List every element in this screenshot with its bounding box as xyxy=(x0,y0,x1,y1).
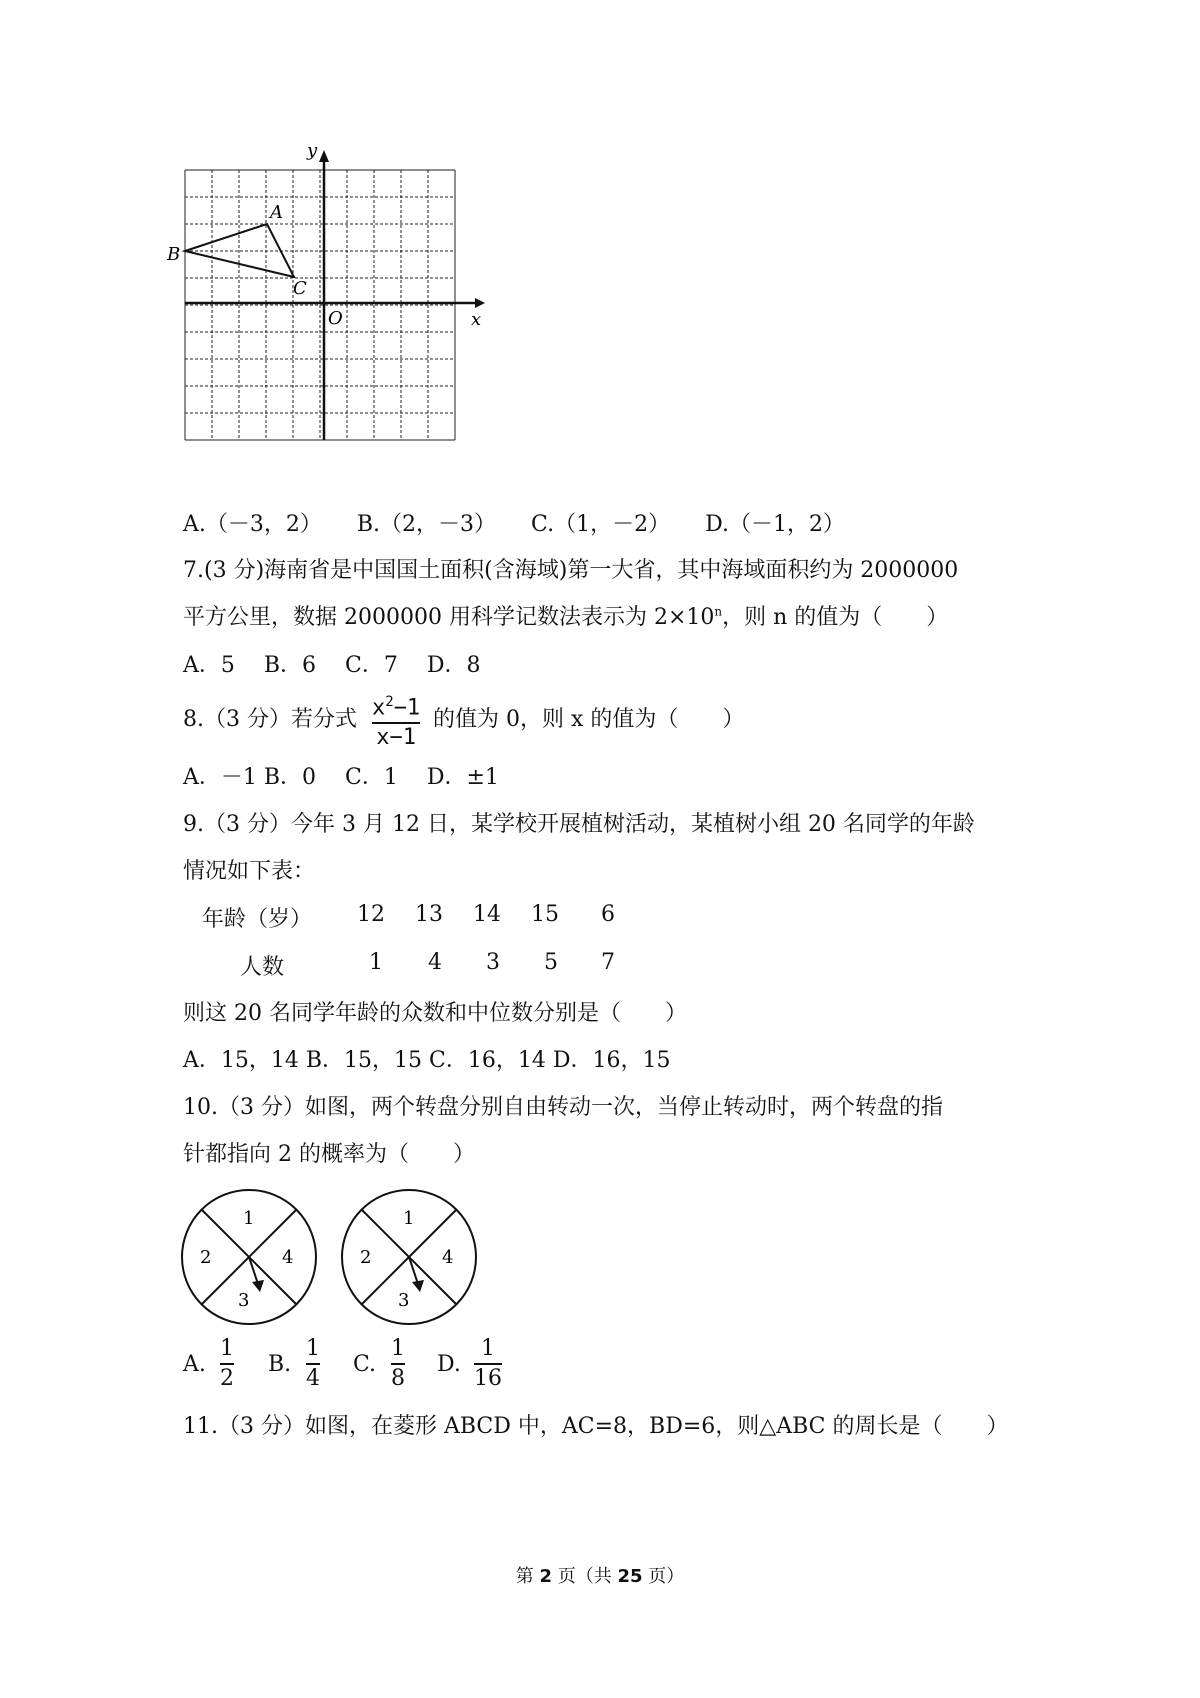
q10-option-b-numerator: 1 xyxy=(306,1336,320,1361)
q8-fraction xyxy=(372,688,420,752)
q9-table-cell: 3 xyxy=(486,950,500,975)
point-a-label: A xyxy=(270,202,283,223)
q7-options: A．5 B．6 C．7 D．8 xyxy=(183,653,481,678)
q9-table-cell: 13 xyxy=(415,902,443,927)
q9-table-cell: 6 xyxy=(601,902,615,927)
q6-option-d: D.（－1，2） xyxy=(705,512,845,537)
q7-stem-line2-end: ，则 n 的值为（ ） xyxy=(722,605,949,630)
q6-option-b: B.（2，－3） xyxy=(356,512,497,537)
q8-stem-prefix: 8.（3 分）若分式 xyxy=(183,707,357,732)
q9-table-cell: 7 xyxy=(601,950,615,975)
q9-table-cell: 4 xyxy=(428,950,442,975)
page-footer xyxy=(0,1562,1200,1588)
q10-option-a-label: A. xyxy=(183,1352,206,1377)
q10-option-c-denominator: 8 xyxy=(391,1366,405,1391)
spinner-right-label-1: 1 xyxy=(403,1208,415,1229)
spinners-figure xyxy=(180,1188,490,1328)
q10-option-d-numerator: 1 xyxy=(481,1336,495,1361)
spinner-left-label-2: 2 xyxy=(200,1247,212,1268)
footer-prefix: 第 xyxy=(515,1566,540,1587)
spinner-right-label-4: 4 xyxy=(442,1247,454,1268)
q7-stem-line1: 7.(3 分)海南省是中国国土面积(含海域)第一大省，其中海域面积约为 2000000 xyxy=(183,558,959,583)
spinner-left xyxy=(182,1190,316,1324)
q6-option-c: C.（1，－2） xyxy=(531,512,671,537)
spinner-left-label-3: 3 xyxy=(238,1290,250,1311)
q8-num-base: x xyxy=(372,695,386,721)
spinner-left-label-1: 1 xyxy=(243,1208,255,1229)
q9-table-row1-header: 年龄（岁） xyxy=(202,907,313,932)
q9-stem-line3: 则这 20 名同学年龄的众数和中位数分别是（ ） xyxy=(183,1001,687,1026)
q8-options: A．－1 B．0 C．1 D．±1 xyxy=(183,765,499,790)
q10-option-a-fraction xyxy=(220,1335,234,1393)
q10-option-b-denominator: 4 xyxy=(306,1366,320,1391)
q9-table-cell: 15 xyxy=(531,902,559,927)
q7-exponent: n xyxy=(714,604,723,619)
total-page-count: 25 xyxy=(617,1566,643,1587)
footer-middle: 页（共 xyxy=(552,1566,618,1587)
point-b-label: B xyxy=(167,244,181,265)
q9-stem-line1: 9.（3 分）今年 3 月 12 日，某学校开展植树活动，某植树小组 20 名同学的年龄 xyxy=(183,812,975,837)
q6-option-a: A.（－3，2） xyxy=(183,512,322,537)
q10-option-a-numerator: 1 xyxy=(220,1336,234,1361)
q7-stem-line2-text: 平方公里，数据 2000000 用科学记数法表示为 2×10 xyxy=(183,605,715,630)
current-page-number: 2 xyxy=(539,1566,552,1587)
q9-table-cell: 5 xyxy=(544,950,558,975)
origin-label: O xyxy=(328,308,343,329)
q10-option-d-denominator: 16 xyxy=(474,1366,502,1391)
spinner-right-label-3: 3 xyxy=(398,1290,410,1311)
point-c-label: C xyxy=(293,278,307,299)
spinner-right xyxy=(342,1190,476,1324)
q9-table-cell: 14 xyxy=(473,902,501,927)
q10-option-d-label: D. xyxy=(437,1352,461,1377)
q8-fraction-numerator xyxy=(372,688,420,722)
q10-option-b-label: B. xyxy=(268,1352,292,1377)
q10-option-c-label: C. xyxy=(353,1352,377,1377)
spinner-right-label-2: 2 xyxy=(360,1247,372,1268)
q10-option-c-numerator: 1 xyxy=(391,1336,405,1361)
q10-option-d-fraction xyxy=(474,1335,502,1393)
q6-options xyxy=(183,507,845,538)
q10-option-c-fraction xyxy=(391,1335,405,1393)
spinner-left-label-4: 4 xyxy=(282,1247,294,1268)
q8-fraction-denominator: x−1 xyxy=(376,725,416,751)
q10-stem-line1: 10.（3 分）如图，两个转盘分别自由转动一次，当停止转动时，两个转盘的指 xyxy=(183,1095,943,1120)
y-axis-arrow xyxy=(319,150,329,162)
q10-stem-line2: 针都指向 2 的概率为（ ） xyxy=(183,1142,475,1167)
q9-table-row2-header: 人数 xyxy=(240,955,285,980)
grid-lines xyxy=(185,170,455,440)
q8-num-exponent: 2 xyxy=(385,694,394,710)
q9-table-cell: 12 xyxy=(357,902,385,927)
q7-stem-line2 xyxy=(183,600,948,631)
q8-num-tail: −1 xyxy=(393,695,421,721)
q8-stem-suffix: 的值为 0，则 x 的值为（ ） xyxy=(433,707,745,732)
x-axis-arrow xyxy=(475,298,485,308)
y-axis-label: y xyxy=(307,140,318,161)
q9-stem-line2: 情况如下表： xyxy=(183,859,316,884)
q11-stem-line1: 11.（3 分）如图，在菱形 ABCD 中，AC=8，BD=6，则△ABC 的周长是（ ） xyxy=(183,1414,1009,1439)
q9-options: A．15，14 B．15，15 C．16，14 D．16，15 xyxy=(183,1048,671,1073)
q10-option-a-denominator: 2 xyxy=(220,1366,234,1391)
q10-option-b-fraction xyxy=(306,1335,320,1393)
footer-suffix: 页） xyxy=(642,1566,685,1587)
coordinate-grid-figure xyxy=(167,140,515,490)
x-axis-label: x xyxy=(471,309,482,330)
q9-table-cell: 1 xyxy=(369,950,383,975)
